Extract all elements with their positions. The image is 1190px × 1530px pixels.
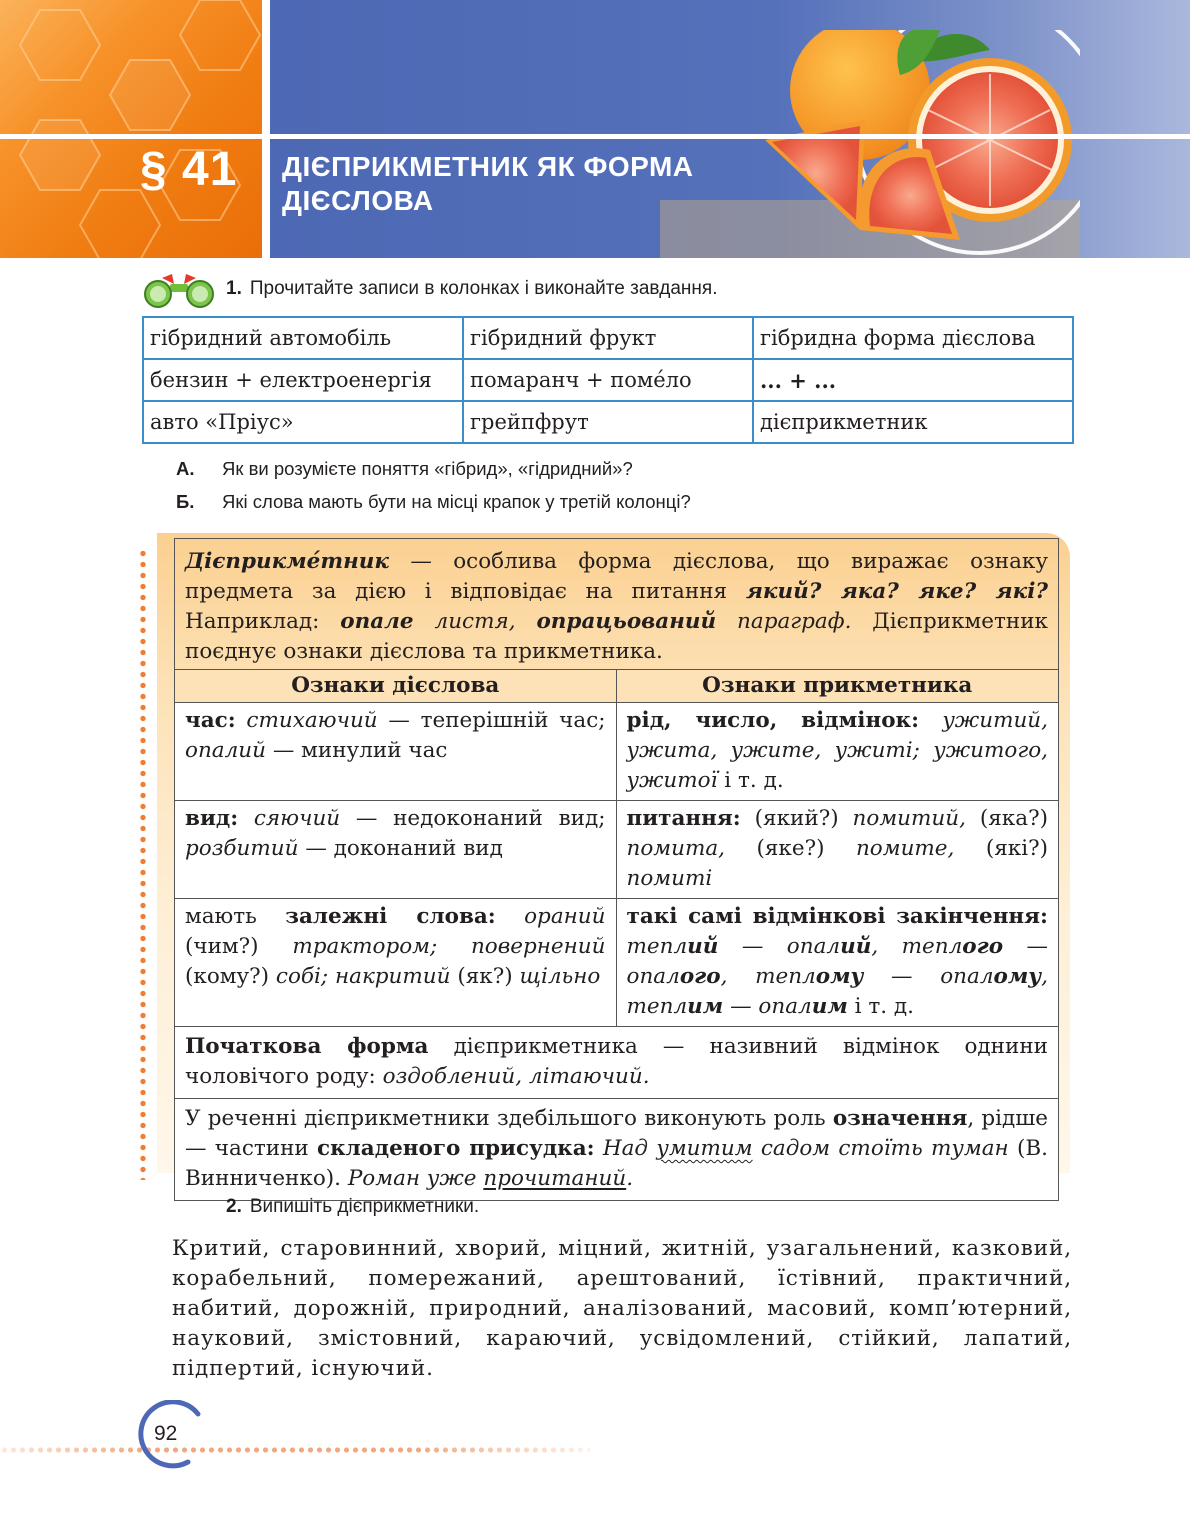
table-row (143, 359, 1073, 401)
page-number: 92 (154, 1422, 178, 1445)
table-cell: грейпфрут (463, 401, 753, 443)
exercise-2-number: 2. (226, 1196, 242, 1217)
question-letter: Б. (176, 491, 195, 512)
question-b (176, 491, 691, 524)
table-row (143, 317, 1073, 359)
exercise-1-questions (176, 458, 691, 524)
table-cell: гібридний автомобіль (143, 317, 463, 359)
table-row (174, 801, 1059, 899)
header-vertical-divider (262, 0, 270, 258)
term-dieprykmetnyk: Дієприкме́тник (185, 549, 389, 574)
section-title (282, 150, 694, 218)
underlined-predicate: прочитаний (483, 1166, 627, 1191)
rule-definition: Дієприкме́тник — особлива форма дієслова, що виражає ознаку предмета за дією і відповідає на питання який? яка? яке? які? Наприклад: опале листя, опрацьований параграф. Дієприкметник поєднує ознаки дієслова та прикметника. (174, 538, 1059, 670)
underlined-attribute: умитим (656, 1136, 753, 1161)
hybrid-table (142, 316, 1074, 444)
header-orange-panel (0, 0, 262, 258)
decorative-dots-horizontal (0, 1445, 590, 1455)
exercise-2-heading (226, 1196, 479, 1218)
features-table-header (174, 670, 1059, 703)
question-letter: А. (176, 458, 195, 479)
rule-initial-form: Початкова форма дієприкметника — називний відмінок однини чоловічого роду: оздоблений, літаючий. (174, 1027, 1059, 1099)
verb-feature-dependent-words: мають залежні слова: ораний (чим?) трактором; повернений (кому?) собі; накритий (як?) щільно (175, 899, 617, 1026)
exercise-1-instruction: Прочитайте записи в колонках і виконайте завдання. (249, 278, 718, 299)
table-cell: гібридна форма дієслова (753, 317, 1073, 359)
table-row (174, 703, 1059, 801)
table-cell: гібридний фрукт (463, 317, 753, 359)
section-title-line2: ДІЄСЛОВА (282, 185, 434, 216)
adjective-feature-questions: питання: (який?) помитий, (яка?) помита, (яке?) помите, (які?) помиті (626, 806, 1049, 891)
binoculars-icon (140, 272, 218, 308)
table-cell: бензин + електроенергія (143, 359, 463, 401)
question-a (176, 458, 691, 491)
rule-box (174, 538, 1059, 1201)
table-cell: ... + ... (753, 359, 1073, 401)
decorative-dots-vertical (138, 548, 148, 1180)
section-title-line1: ДІЄПРИКМЕТНИК ЯК ФОРМА (282, 151, 694, 182)
hexagon-pattern (0, 0, 262, 258)
adjective-feature-endings: такі самі відмінкові закінчення: теплий — опалий, теплого — опалого, теплому — опалому, теплим — опалим і т. д. (626, 904, 1048, 1019)
verb-feature-aspect: вид: сяючий — недоконаний вид; розбитий — доконаний вид (175, 801, 617, 898)
table-cell: помаранч + поме́ло (463, 359, 753, 401)
adjective-feature-gender: рід, число, відмінок: ужитий, ужита, ужите, ужиті; ужитого, ужитої і т. д. (626, 708, 1048, 793)
question-text: Як ви розумієте поняття «гібрид», «гідридний»? (222, 458, 633, 479)
grapefruit-illustration (660, 30, 1080, 258)
rule-syntactic-role: У реченні дієприкметники здебільшого виконують роль означення, рідше — частини складеного присудка: Над умитим садом стоїть туман (В. Винниченко). Роман уже прочитаний. (174, 1099, 1059, 1201)
verb-feature-tense: час: стихаючий — теперішній час; опалий — минулий час (175, 703, 617, 800)
column-header-adjective: Ознаки прикметника (702, 673, 973, 698)
question-text: Які слова мають бути на місці крапок у третій колонці? (222, 491, 691, 512)
exercise-2-word-list: Критий, старовинний, хворий, міцний, житній, узагальнений, казковий, корабельний, помережаний, арештований, їстівний, практичний, набитий, дорожній, природний, аналізований, масовий, комп’ютерний, науковий, змістовний, караючий, усвідомлений, стійкий, лапатий, підпертий, існуючий. (172, 1236, 1072, 1381)
paragraph-number: § 41 (140, 143, 238, 196)
exercise-2-instruction: Випишіть дієприкметники. (249, 1196, 480, 1217)
table-row (174, 899, 1059, 1027)
column-header-verb: Ознаки дієслова (175, 670, 617, 702)
table-row (143, 401, 1073, 443)
header-divider-line (0, 134, 1190, 139)
table-cell: дієприкметник (753, 401, 1073, 443)
table-cell: авто «Пріус» (143, 401, 463, 443)
exercise-1-heading (226, 278, 717, 300)
exercise-1-number: 1. (226, 278, 242, 299)
